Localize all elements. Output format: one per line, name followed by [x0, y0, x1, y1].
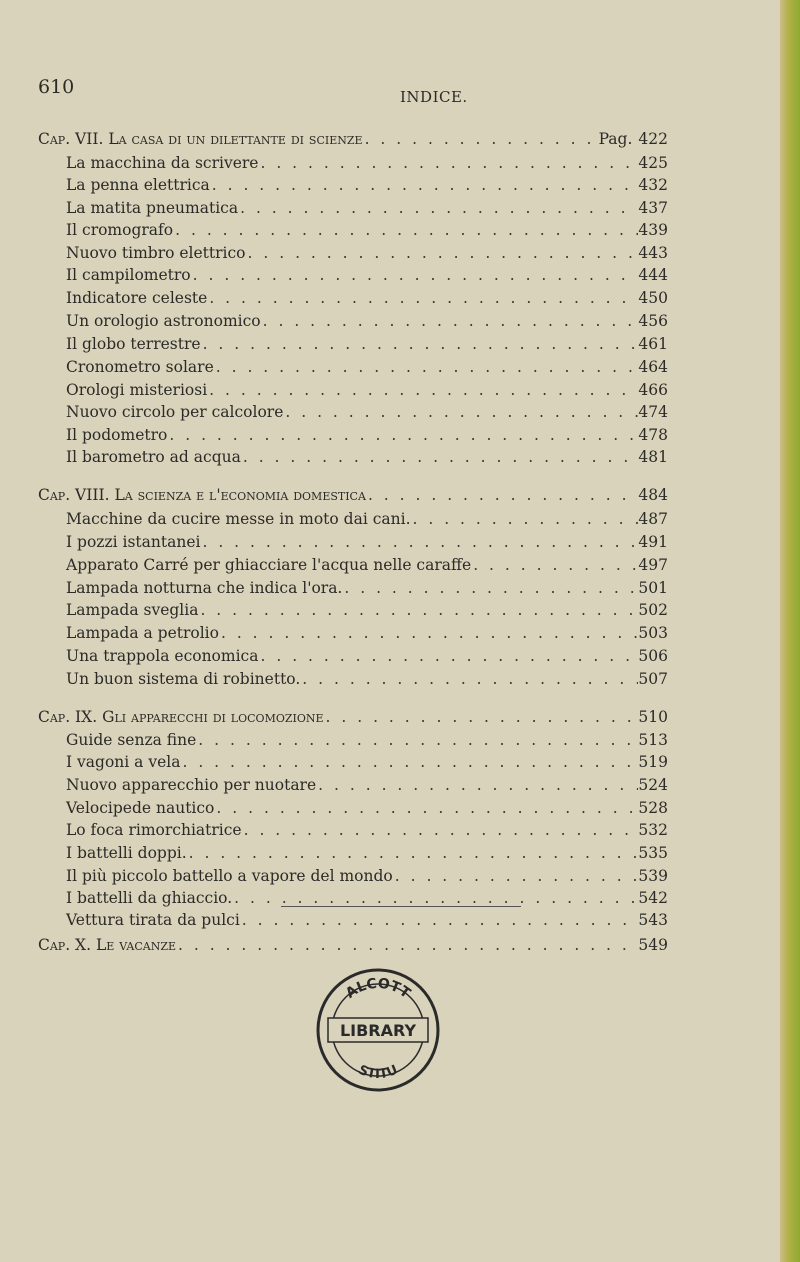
dot-leader [200, 531, 638, 553]
entry-title: I battelli doppi. [66, 844, 187, 862]
dot-leader [196, 729, 638, 751]
entry-title: Il podometro [66, 426, 168, 444]
entry-page: 461 [638, 335, 668, 353]
toc-entry [66, 219, 668, 241]
dot-leader [241, 446, 639, 468]
toc-entry [66, 379, 668, 401]
entry-title: Lampada a petrolio [66, 624, 219, 642]
entry-title: Indicatore celeste [66, 289, 208, 307]
dot-leader [246, 242, 639, 264]
toc-entry [66, 577, 668, 599]
entry-title: La penna elettrica [66, 176, 210, 194]
entry-page: 543 [638, 911, 668, 929]
entry-page: 528 [638, 799, 668, 817]
dot-leader [258, 152, 638, 174]
toc-entry [66, 287, 668, 309]
toc-entry [66, 152, 668, 174]
entry-title: Il cromografo [66, 221, 174, 239]
entry-title: Il campilometro [66, 266, 191, 284]
toc-entry [66, 531, 668, 553]
dot-leader [471, 554, 638, 576]
dot-leader [207, 287, 638, 309]
entry-title: Nuovo timbro elettrico [66, 244, 246, 262]
toc-entry [66, 865, 668, 887]
entry-page: 491 [638, 533, 668, 551]
entry-title: Lampada notturna che indica l'ora. [66, 579, 343, 597]
entry-page: 464 [638, 358, 668, 376]
entry-title: Un buon sistema di robinetto. [66, 670, 301, 688]
dot-leader [191, 264, 639, 286]
library-stamp [308, 960, 448, 1100]
chapter-entry [38, 706, 668, 728]
entry-page: 422 [638, 130, 668, 148]
toc-entry [66, 424, 668, 446]
entry-title: Una trappola economica [66, 647, 259, 665]
entry-page: 484 [638, 486, 668, 504]
entry-page: 439 [638, 221, 668, 239]
entry-page: 535 [638, 844, 668, 862]
entry-title: Cap. VII. La casa di un dilettante di scienze [38, 130, 363, 148]
entry-title: Nuovo circolo per calcolore [66, 403, 284, 421]
entry-title: Il barometro ad acqua [66, 448, 241, 466]
toc-entry [66, 242, 668, 264]
dot-leader [324, 706, 639, 728]
toc-entry [66, 645, 668, 667]
toc-entry [66, 729, 668, 751]
dot-leader [180, 751, 638, 773]
dot-leader [201, 333, 639, 355]
entry-title: Lampada sveglia [66, 601, 199, 619]
toc-entry [66, 197, 668, 219]
entry-page: 532 [638, 821, 668, 839]
entry-page: 503 [638, 624, 668, 642]
toc-entry [66, 356, 668, 378]
dot-leader [242, 819, 639, 841]
entry-title: Il globo terrestre [66, 335, 201, 353]
toc-entry [66, 508, 668, 530]
entry-page: 524 [638, 776, 668, 794]
entry-title: Velocipede nautico [66, 799, 215, 817]
entry-page: 513 [638, 731, 668, 749]
entry-page: 450 [638, 289, 668, 307]
entry-title: Orologi misteriosi [66, 381, 208, 399]
entry-title: La matita pneumatica [66, 199, 239, 217]
entry-page: 437 [638, 199, 668, 217]
entry-title: La macchina da scrivere [66, 154, 259, 172]
running-head: INDICE. [400, 88, 468, 106]
dot-leader [176, 934, 638, 956]
entry-page: 497 [638, 556, 668, 574]
entry-title: Cap. VIII. La scienza e l'economia domestica [38, 486, 366, 504]
toc-entry [66, 554, 668, 576]
toc-entry [66, 774, 668, 796]
chapter-entry [38, 128, 668, 150]
entry-page: 507 [638, 670, 668, 688]
dot-leader [198, 599, 638, 621]
entry-page: 444 [638, 266, 668, 284]
entry-page: 432 [638, 176, 668, 194]
entry-title: Nuovo apparecchio per nuotare [66, 776, 317, 794]
entry-page: 443 [638, 244, 668, 262]
toc-entry [66, 751, 668, 773]
dot-leader [342, 577, 638, 599]
entry-title: Vettura tirata da pulci [66, 911, 240, 929]
dot-leader [173, 219, 638, 241]
dot-leader [207, 379, 638, 401]
entry-page: 506 [638, 647, 668, 665]
entry-page: 549 [638, 936, 668, 954]
entry-page: 478 [638, 426, 668, 444]
toc-entry [66, 264, 668, 286]
dot-leader [258, 645, 638, 667]
page-number: 610 [38, 76, 75, 98]
closing-rule [281, 906, 521, 907]
entry-page: 542 [638, 889, 668, 907]
dot-leader [214, 356, 639, 378]
toc-entry [66, 333, 668, 355]
entry-page: 519 [638, 753, 668, 771]
entry-title: Cronometro solare [66, 358, 214, 376]
dot-leader [300, 668, 638, 690]
chapter-entry [38, 934, 668, 956]
toc-entry [66, 401, 668, 423]
entry-title: Guide senza fine [66, 731, 197, 749]
entry-page: 425 [638, 154, 668, 172]
dot-leader [187, 842, 639, 864]
entry-page: 487 [638, 510, 668, 528]
entry-title: Lo foca rimorchiatrice [66, 821, 242, 839]
toc-entry [66, 909, 668, 931]
entry-page: 510 [638, 708, 668, 726]
toc-entry [66, 797, 668, 819]
toc-entry [66, 622, 668, 644]
dot-leader [167, 424, 638, 446]
chapter-entry [38, 484, 668, 506]
toc-entry [66, 819, 668, 841]
toc-entry [66, 599, 668, 621]
dot-leader [366, 484, 638, 506]
dot-leader [393, 865, 639, 887]
entry-page: 539 [638, 867, 668, 885]
entry-page: 502 [638, 601, 668, 619]
dot-leader [240, 909, 639, 931]
toc-entry [66, 668, 668, 690]
entry-title: I pozzi istantanei [66, 533, 201, 551]
entry-title: Un orologio astronomico [66, 312, 261, 330]
dot-leader [261, 310, 639, 332]
toc-entry [66, 446, 668, 468]
stamp-center-text: LIBRARY [339, 1021, 417, 1040]
dot-leader [214, 797, 638, 819]
dot-leader [411, 508, 639, 530]
dot-leader [210, 174, 639, 196]
entry-title: Cap. IX. Gli apparecchi di locomozione [38, 708, 324, 726]
entry-page: 466 [638, 381, 668, 399]
entry-title: Cap. X. Le vacanze [38, 936, 176, 954]
entry-title: Apparato Carré per ghiacciare l'acqua nelle caraffe [66, 556, 472, 574]
stamp-bottom-text: STITU [355, 1062, 400, 1083]
entry-title: I vagoni a vela [66, 753, 181, 771]
dot-leader [238, 197, 638, 219]
dot-leader [219, 622, 638, 644]
dot-leader [363, 128, 599, 150]
page-abbrev: Pag. [598, 130, 633, 148]
toc-entry [66, 174, 668, 196]
entry-title: I battelli da ghiaccio. [66, 889, 233, 907]
dot-leader [283, 401, 638, 423]
stamp-top-text: ALCOTT [342, 975, 414, 1002]
toc-entry [66, 842, 668, 864]
entry-page: 501 [638, 579, 668, 597]
entry-page: 481 [638, 448, 668, 466]
page-edge [780, 0, 800, 1262]
entry-page: 456 [638, 312, 668, 330]
dot-leader [316, 774, 638, 796]
entry-title: Il più piccolo battello a vapore del mondo [66, 867, 393, 885]
entry-page: 474 [638, 403, 668, 421]
entry-title: Macchine da cucire messe in moto dai cani. [66, 510, 411, 528]
toc-entry [66, 310, 668, 332]
